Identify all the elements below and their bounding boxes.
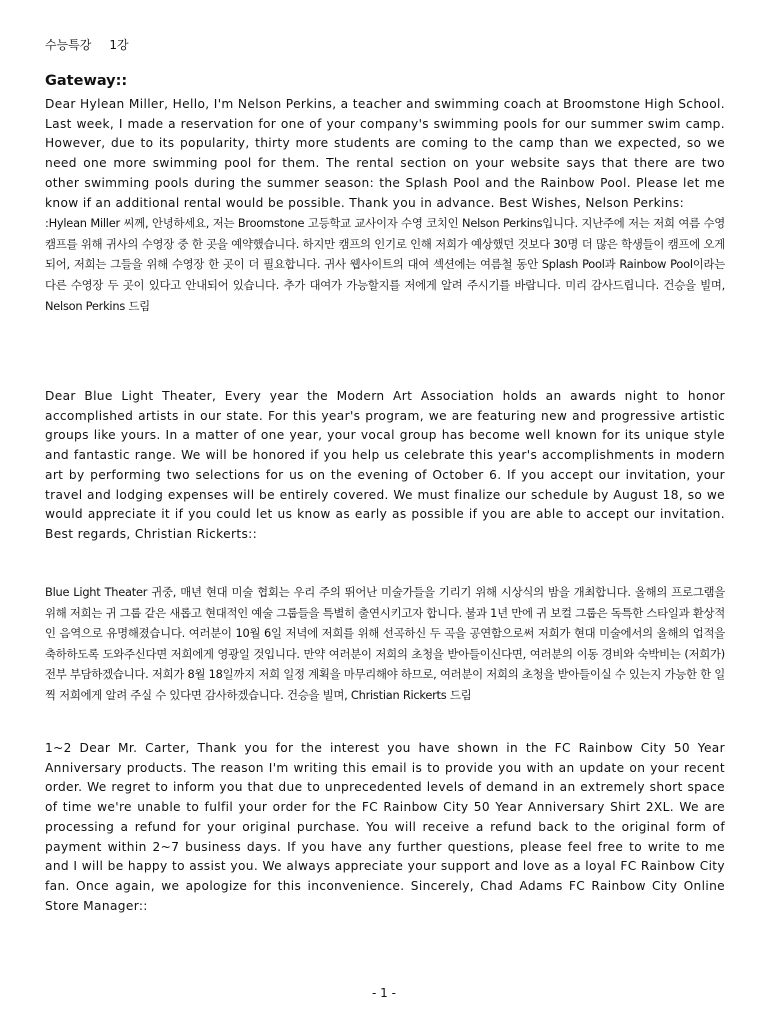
passage-1 bbox=[45, 95, 725, 316]
page-header bbox=[45, 36, 129, 53]
section-title: Gateway:: bbox=[45, 73, 128, 89]
passage-2-korean: Blue Light Theater 귀중, 매년 현대 미술 협회는 우리 주의 뛰어난 미술가들을 기리기 위해 시상식의 밤을 개최합니다. 올해의 프로그램을 위해 저희는 귀 그룹 같은 새롭고 현대적인 예술 그룹들을 특별히 출연시키고자 합니다. 불과 1년 만에 귀 보컬 그룹은 독특한 스타일과 환상적인 음역으로 유명해졌습니다. 여러분이 10월 6일 저녁에 저희를 위해 선곡하신 두 곡을 공연함으로써 저희가 현대 미술에서의 올해의 업적을 축하하도록 도와주신다면 저희에게 영광일 것입니다. 만약 여러분이 저희의 초청을 받아들이신다면, 여러분의 이동 경비와 숙박비는 (저희가) 전부 부담하겠습니다. 저희가 8월 18일까지 저희 일정 계획을 마무리해야 하므로, 여러분이 저희의 초청을 받아들이실 수 있는지 가능한 한 일찍 저희에게 알려 주실 수 있다면 감사하겠습니다. 건승을 빌며, Christian Rickerts 드림 bbox=[45, 585, 725, 702]
passage-3-english: 1~2 Dear Mr. Carter, Thank you for the interest you have shown in the FC Rainbow City 50 Year Anniversary products. The reason I'm writing this email is to provide you with an update on your recent order. We regret to inform you that due to unprecedented levels of demand in an extremely short space of time we're unable to fulfil your order for the FC Rainbow City 50 Year Anniversary Shirt 2XL. We are processing a refund for your original purchase. You will receive a refund back to the original form of payment within 2~7 business days. If you have any further questions, please feel free to write to me and I will be happy to assist you. We always appreciate your support and love as a loyal FC Rainbow City fan. Once again, we apologize for this inconvenience. Sincerely, Chad Adams FC Rainbow City Online Store Manager:: bbox=[45, 741, 725, 913]
passage-2-english: Dear Blue Light Theater, Every year the Modern Art Association holds an awards night to honor accomplished artists in our state. For this year's program, we are featuring new and progressive artistic groups like yours. In a matter of one year, your vocal group has become well known for its unique style and fantastic range. We will be honored if you help us celebrate this year's accomplishments in modern art by performing two selections for us on the evening of October 6. If you accept our invitation, your travel and lodging expenses will be entirely covered. We must finalize our schedule by August 18, so we would appreciate it if you could let us know as early as possible if you are able to accept our invitation. Best regards, Christian Rickerts:: bbox=[45, 389, 725, 541]
passage-2-korean-block bbox=[45, 582, 725, 706]
unit-label: 1강 bbox=[109, 38, 129, 52]
passage-2-english-block bbox=[45, 387, 725, 545]
book-title: 수능특강 bbox=[45, 38, 92, 52]
passage-1-english: Dear Hylean Miller, Hello, I'm Nelson Perkins, a teacher and swimming coach at Broomstone High School. Last week, I made a reservation for one of your company's swimming pools for our summer swim camp. However, due to its popularity, thirty more students are coming to the camp than we expected, so we need one more swimming pool for them. The rental section on your website says that there are two other swimming pools during the summer season: the Splash Pool and the Rainbow Pool. Please let me know if an additional rental would be possible. Thank you in advance. Best Wishes, Nelson Perkins: bbox=[45, 97, 725, 210]
passage-3 bbox=[45, 739, 725, 916]
page-number: - 1 - bbox=[372, 986, 396, 1000]
passage-1-korean: :Hylean Miller 씨께, 안녕하세요, 저는 Broomstone 고등학교 교사이자 수영 코치인 Nelson Perkins입니다. 지난주에 저는 저희 여름 수영 캠프를 위해 귀사의 수영장 중 한 곳을 예약했습니다. 하지만 캠프의 인기로 인해 저희가 예상했던 것보다 30명 더 많은 학생들이 캠프에 오게 되어, 저희는 그들을 위해 수영장 한 곳이 더 필요합니다. 귀사 웹사이트의 대여 섹션에는 여름철 동안 Splash Pool과 Rainbow Pool이라는 다른 수영장 두 곳이 있다고 안내되어 있습니다. 추가 대여가 가능할지를 저에게 알려 주시기를 바랍니다. 미리 감사드립니다. 건승을 빌며, Nelson Perkins 드림 bbox=[45, 216, 725, 313]
